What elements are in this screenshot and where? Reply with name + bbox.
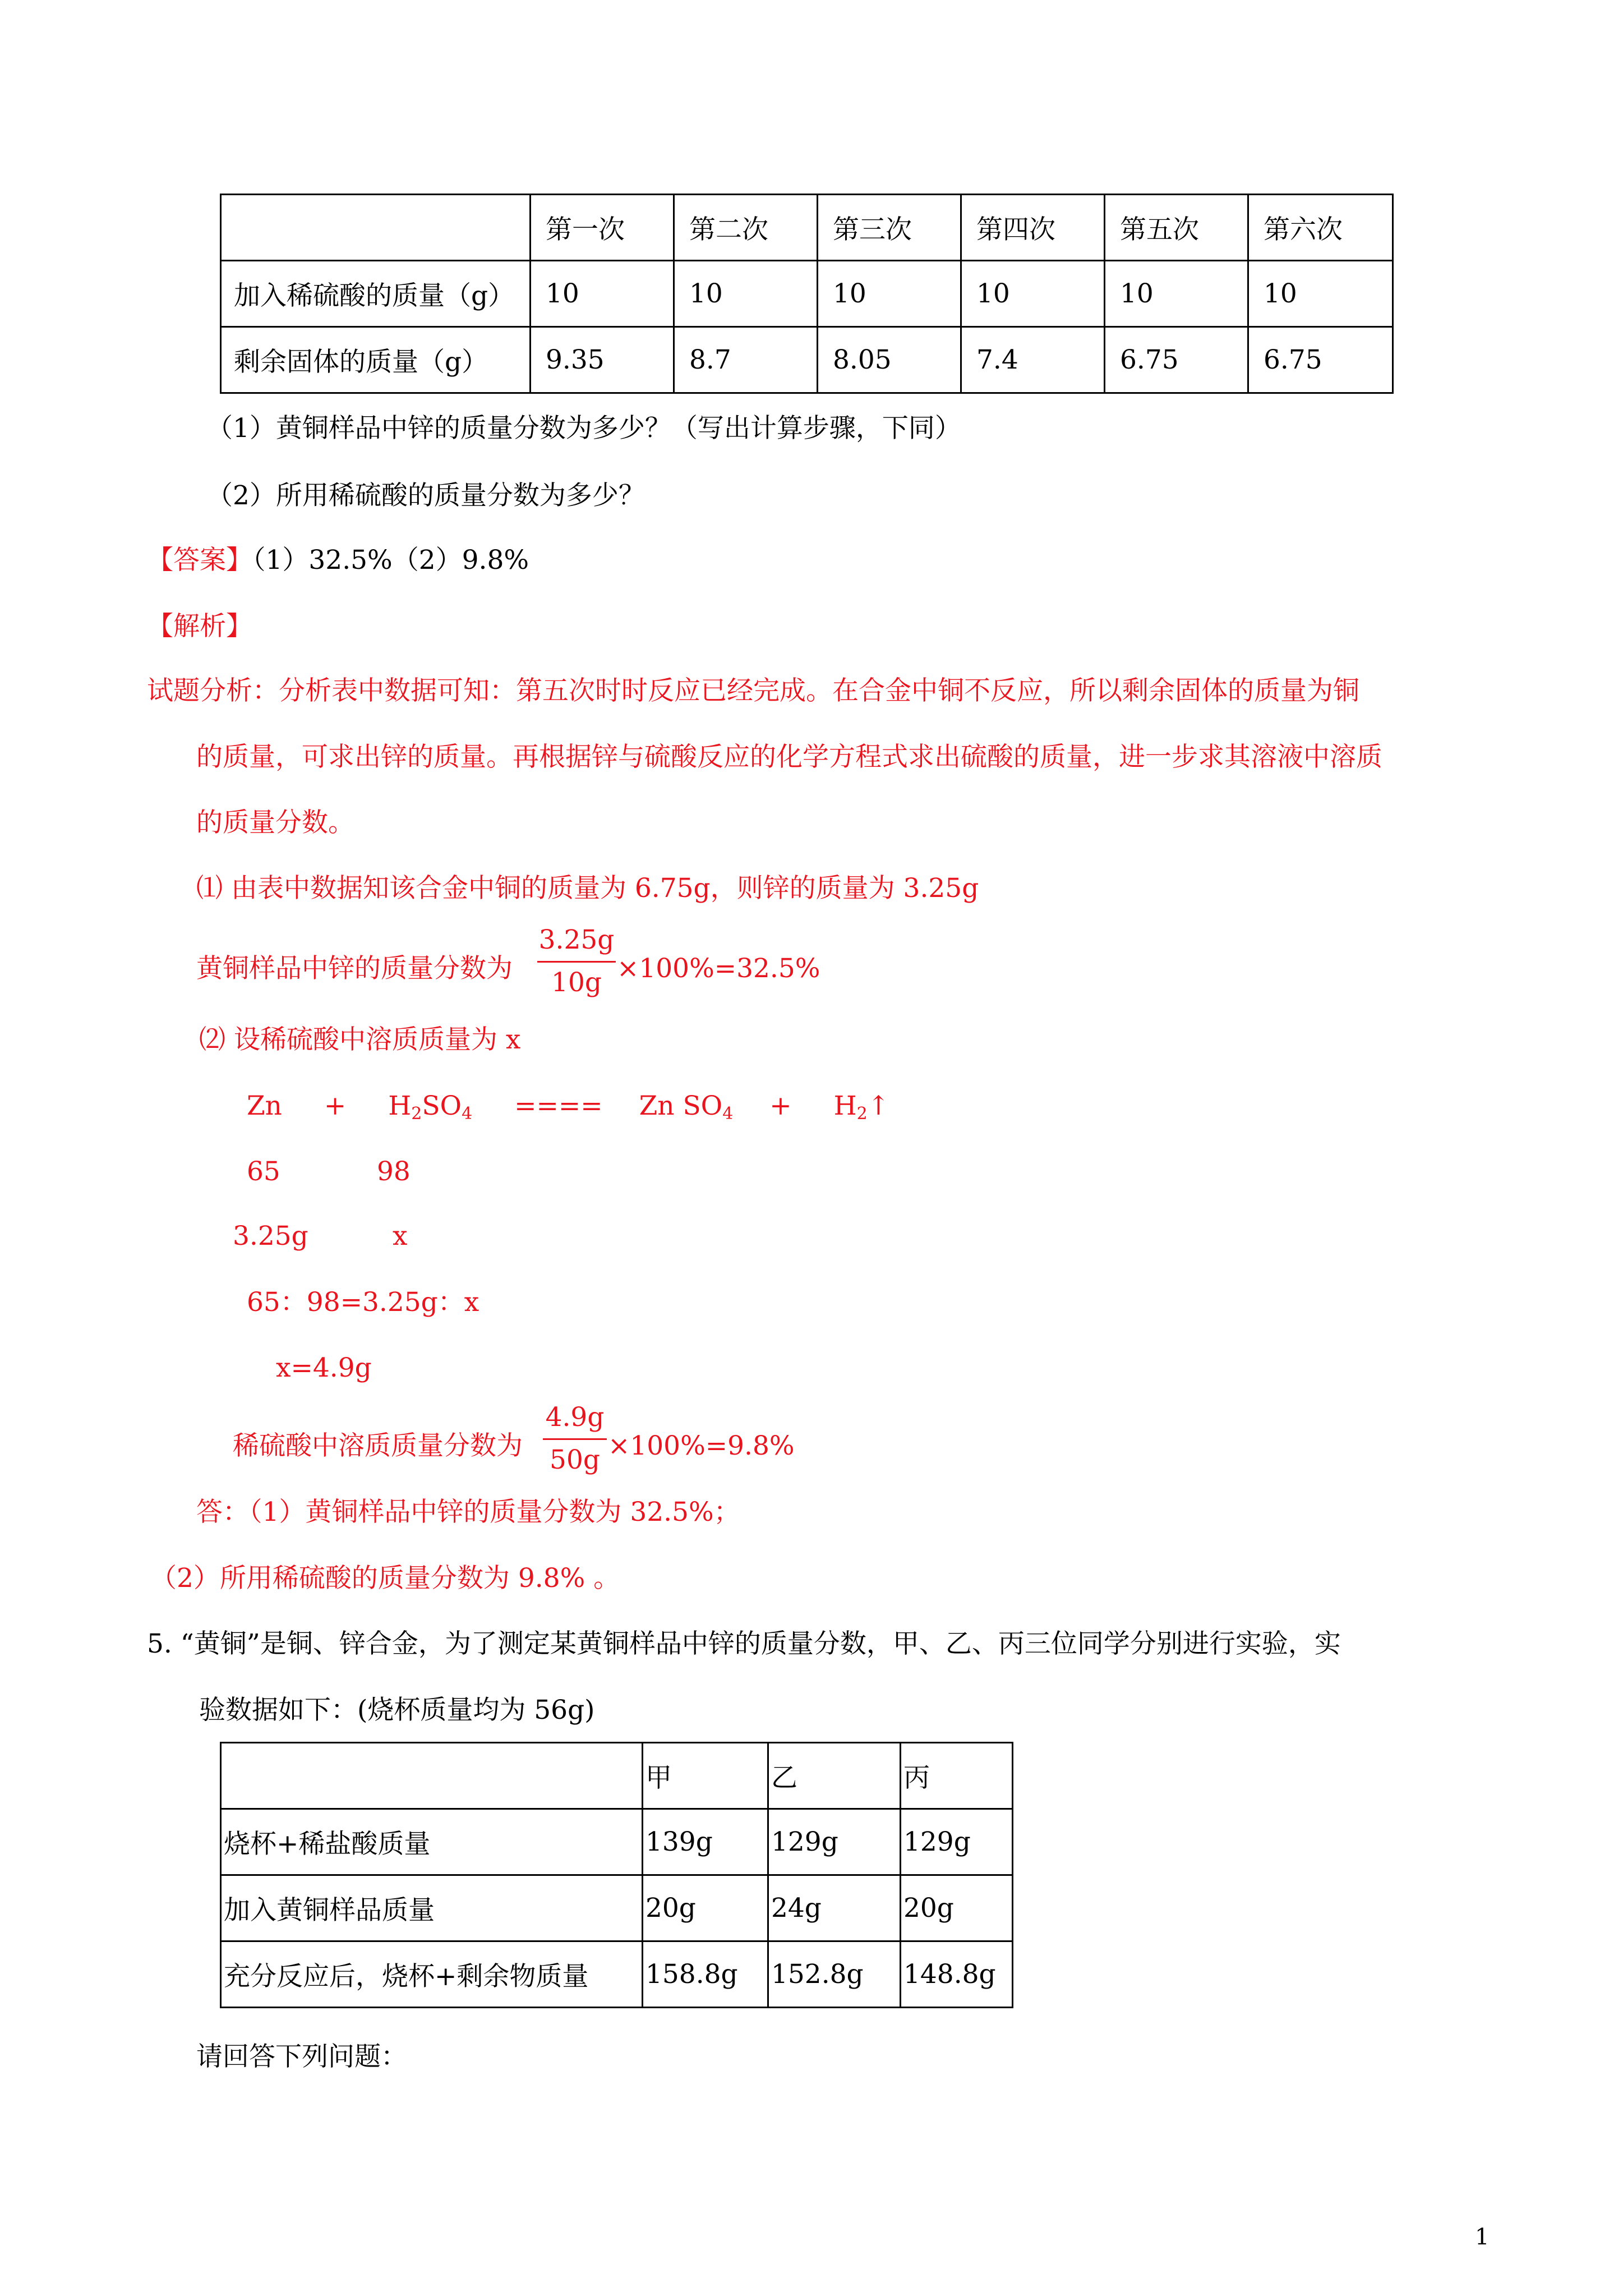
prompt-text: 请回答下列问题：: [196, 2041, 407, 2072]
table-cell: 烧杯+稀盐酸质量: [221, 1809, 643, 1875]
table-header-cell: 第三次: [818, 195, 961, 261]
table-cell: [221, 195, 531, 261]
table-cell: 20g: [643, 1875, 768, 1941]
table-cell: 10: [531, 261, 674, 327]
ratio-row-2-a: 3.25g: [233, 1221, 308, 1251]
product-h2: $H_2↑$: [833, 1091, 890, 1124]
table-header-cell: 第二次: [674, 195, 818, 261]
conclusion-2: （2）所用稀硫酸的质量分数为 9.8% 。: [150, 1563, 620, 1594]
reactant-zn: Zn: [247, 1091, 282, 1121]
fraction-1: [537, 924, 616, 998]
table-cell: 充分反应后，烧杯+剩余物质量: [221, 1941, 643, 2008]
table-cell: 129g: [768, 1809, 901, 1875]
table-header-cell: 第五次: [1105, 195, 1248, 261]
plus-sign: +: [769, 1091, 792, 1121]
ratio-row-2-b: x: [393, 1221, 408, 1251]
table-cell: 8.7: [674, 327, 818, 393]
analysis-step-2: ⑵ 设稀硫酸中溶质质量为 x: [199, 1024, 521, 1055]
conclusion-1: 答：（1）黄铜样品中锌的质量分数为 32.5%；: [196, 1497, 740, 1527]
fraction-2-prefix: 稀硫酸中溶质质量分数为: [233, 1430, 523, 1461]
table-cell: 9.35: [531, 327, 674, 393]
table-cell: 加入黄铜样品质量: [221, 1875, 643, 1941]
analysis-line-3: 的质量分数。: [196, 807, 354, 838]
question-1: （1）黄铜样品中锌的质量分数为多少？（写出计算步骤，下同）: [206, 413, 961, 444]
table-cell: 10: [674, 261, 818, 327]
table-header-cell: 第一次: [531, 195, 674, 261]
analysis-step-1: ⑴ 由表中数据知该合金中铜的质量为 6.75g，则锌的质量为 3.25g: [196, 873, 979, 904]
ratio-row-1-b: 98: [377, 1156, 411, 1187]
table-cell: 6.75: [1248, 327, 1393, 393]
fraction-1-denominator: 10g: [551, 967, 602, 998]
ratio-row-1-a: 65: [247, 1156, 280, 1187]
fraction-1-prefix: 黄铜样品中锌的质量分数为: [196, 953, 513, 984]
equals-sign: ====: [514, 1091, 603, 1121]
table-cell: 148.8g: [901, 1941, 1013, 2008]
analysis-label: 【解析】: [147, 611, 252, 642]
plus-sign: +: [324, 1091, 347, 1121]
page-number: 1: [1475, 2224, 1490, 2250]
analysis-line-1: 试题分析：分析表中数据可知：第五次时时反应已经完成。在合金中铜不反应，所以剩余固体的质量为铜: [147, 675, 1359, 706]
table-cell: 10: [1248, 261, 1393, 327]
fraction-1-numerator: 3.25g: [538, 924, 615, 955]
table-2: [220, 1742, 1013, 2008]
table-cell: 7.4: [961, 327, 1105, 393]
table-1: [220, 194, 1394, 394]
product-znso4: Zn $SO_4$: [639, 1091, 734, 1124]
fraction-2: [543, 1404, 607, 1473]
table-header-cell: 丙: [901, 1743, 1013, 1809]
answer-line: [147, 545, 529, 576]
table-row: [221, 1875, 1013, 1941]
solve-x: x=4.9g: [276, 1352, 372, 1383]
reactant-h2so4: $H_2SO_4$: [388, 1091, 473, 1124]
table-cell: 10: [818, 261, 961, 327]
question-2: （2）所用稀硫酸的质量分数为多少？: [206, 480, 645, 511]
table-cell: 152.8g: [768, 1941, 901, 2008]
table-cell: 20g: [901, 1875, 1013, 1941]
table-row: [221, 1941, 1013, 2008]
table-row: [221, 327, 1393, 393]
table-row: [221, 261, 1393, 327]
table-cell: 139g: [643, 1809, 768, 1875]
table-cell: 24g: [768, 1875, 901, 1941]
table-cell: [221, 1743, 643, 1809]
table-2-header-row: [221, 1743, 1013, 1809]
answer-label: 【答案】: [147, 545, 252, 576]
fraction-2-suffix: ×100%=9.8%: [608, 1430, 795, 1461]
table-cell: 10: [1105, 261, 1248, 327]
table-row: [221, 1809, 1013, 1875]
chemical-equation: [247, 1093, 889, 1122]
fraction-1-bar: [537, 961, 616, 963]
table-cell: 158.8g: [643, 1941, 768, 2008]
table-cell: 加入稀硫酸的质量（g）: [221, 261, 531, 327]
table-header-cell: 第六次: [1248, 195, 1393, 261]
analysis-line-2: 的质量，可求出锌的质量。再根据锌与硫酸反应的化学方程式求出硫酸的质量，进一步求其溶液中溶质: [196, 742, 1382, 772]
table-header-cell: 甲: [643, 1743, 768, 1809]
table-cell: 10: [961, 261, 1105, 327]
answer-text: （1）32.5%（2）9.8%: [252, 545, 529, 576]
table-cell: 129g: [901, 1809, 1013, 1875]
fraction-1-suffix: ×100%=32.5%: [617, 953, 820, 984]
fraction-2-denominator: 50g: [550, 1444, 600, 1475]
table-header-cell: 第四次: [961, 195, 1105, 261]
table-cell: 剩余固体的质量（g）: [221, 327, 531, 393]
table-cell: 6.75: [1105, 327, 1248, 393]
gas-arrow-icon: ↑: [867, 1091, 890, 1121]
table-1-header-row: [221, 195, 1393, 261]
proportion: 65：98=3.25g：x: [247, 1287, 479, 1318]
problem-5-line-2: 验数据如下：(烧杯质量均为 56g): [199, 1695, 595, 1726]
table-cell: 8.05: [818, 327, 961, 393]
fraction-2-bar: [543, 1438, 607, 1440]
fraction-2-numerator: 4.9g: [545, 1402, 605, 1433]
problem-5-line-1: 5. “黄铜”是铜、锌合金，为了测定某黄铜样品中锌的质量分数，甲、乙、丙三位同学分别进行实验，实: [147, 1628, 1341, 1659]
table-header-cell: 乙: [768, 1743, 901, 1809]
